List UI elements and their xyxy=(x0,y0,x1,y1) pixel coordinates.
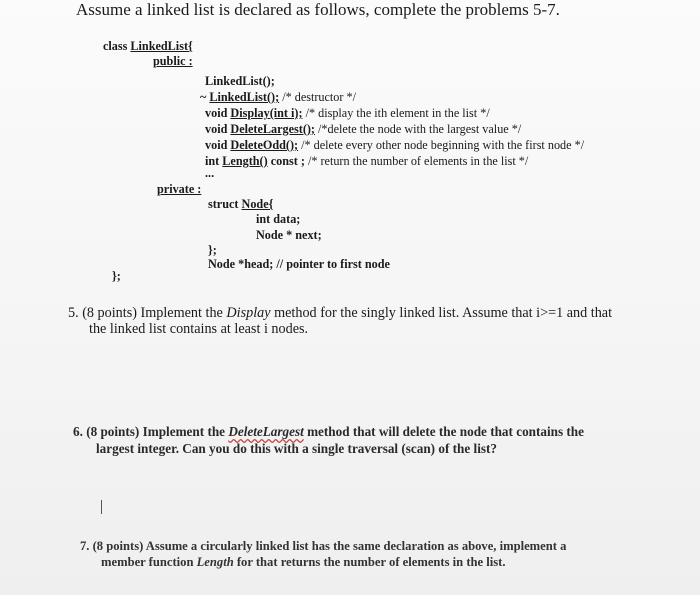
destructor-decl xyxy=(200,90,356,105)
delete-odd-decl xyxy=(205,138,584,153)
private-label: private : xyxy=(157,182,202,196)
ellipsis: ... xyxy=(205,166,215,180)
length-decl xyxy=(205,154,528,169)
length-signature: Length() xyxy=(222,154,268,168)
destructor-name: LinkedList(); xyxy=(209,90,280,104)
question-6-number: 6. xyxy=(73,424,83,439)
class-name: LinkedList{ xyxy=(130,39,193,53)
question-5-number: 5. xyxy=(68,305,79,321)
text-cursor xyxy=(101,500,102,514)
next-field: Node * next; xyxy=(256,228,322,242)
question-7-emphasis: circularly xyxy=(200,539,253,553)
display-return-type: void xyxy=(205,106,228,120)
question-7-text-a: (8 points) Assume a xyxy=(92,539,201,553)
class-keyword: class xyxy=(103,39,128,53)
display-signature: Display(int i); xyxy=(230,106,303,120)
question-5-method: Display xyxy=(226,305,271,321)
delete-largest-return-type: void xyxy=(205,122,228,136)
question-7-text-c: member function xyxy=(101,555,197,569)
question-5-line-1 xyxy=(68,305,612,322)
delete-odd-return-type: void xyxy=(205,138,228,152)
display-decl xyxy=(205,106,490,121)
class-header xyxy=(103,39,193,54)
delete-largest-decl xyxy=(205,122,521,137)
question-6-line-2: largest integer. Can you do this with a single traversal (scan) of the list? xyxy=(96,441,497,456)
question-5-line-2: the linked list contains at least i nodes. xyxy=(89,321,309,337)
question-6-text-a: (8 points) Implement the xyxy=(86,424,229,439)
question-7-text-d: for that returns the number of elements in the list. xyxy=(233,555,506,569)
delete-largest-comment: /*delete the node with the largest value */ xyxy=(318,122,522,136)
question-7-line-2 xyxy=(101,555,506,570)
head-declaration: Node *head; // pointer to first node xyxy=(208,257,390,271)
destructor-tilde: ~ xyxy=(200,90,207,104)
display-comment: /* display the ith element in the list */ xyxy=(305,106,490,120)
struct-keyword: struct xyxy=(208,197,239,211)
question-6-line-1 xyxy=(73,424,584,440)
length-return-type: int xyxy=(205,154,220,168)
question-5-text-b: method for the singly linked list. Assume that i>=1 and that xyxy=(270,305,613,321)
data-field: int data; xyxy=(256,212,301,226)
struct-name: Node{ xyxy=(241,197,274,211)
length-comment: /* return the number of elements in the list */ xyxy=(307,154,529,168)
struct-header xyxy=(208,197,273,212)
question-7-line-1 xyxy=(80,539,566,554)
question-5-text-a: (8 points) Implement the xyxy=(82,305,227,321)
question-6-method: DeleteLargest xyxy=(228,424,304,439)
public-label: public : xyxy=(153,54,193,68)
page-title: Assume a linked list is declared as follows, complete the problems 5-7. xyxy=(76,0,560,19)
question-7-method: Length xyxy=(196,555,234,569)
destructor-comment: /* destructor */ xyxy=(282,90,356,104)
length-const: const ; xyxy=(270,154,305,168)
question-7-text-b: linked list has the same declaration as above, implement a xyxy=(252,539,567,553)
delete-odd-comment: /* delete every other node beginning with the first node */ xyxy=(301,138,585,152)
constructor-decl: LinkedList(); xyxy=(205,74,275,88)
question-6-text-b: method that will delete the node that contains the xyxy=(303,424,584,439)
delete-largest-signature: DeleteLargest(); xyxy=(230,122,315,136)
struct-close: }; xyxy=(208,243,217,257)
delete-odd-signature: DeleteOdd(); xyxy=(230,138,299,152)
question-7-number: 7. xyxy=(80,539,90,553)
class-close: }; xyxy=(112,269,121,283)
